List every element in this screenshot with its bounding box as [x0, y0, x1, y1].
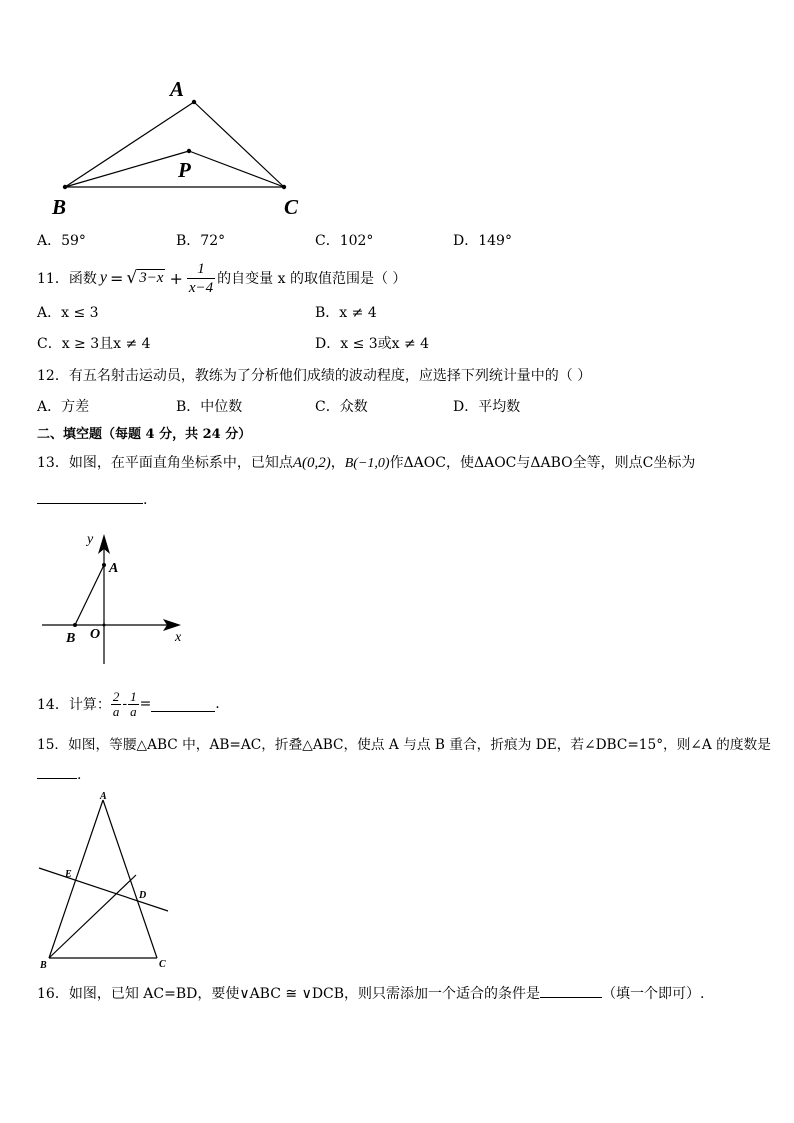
question-16 [37, 983, 705, 1003]
q14-eq: = [139, 696, 152, 712]
q10-option-b: B．72° [176, 233, 226, 249]
q11-suffix: 的自变量 x 的取值范围是（ ） [217, 271, 407, 287]
q15-blank[interactable] [37, 764, 77, 779]
point-label-o: O [90, 627, 101, 642]
q12-option-a: A．方差 [37, 399, 90, 415]
q11-option-d: D．x ≤ 3或x ≠ 4 [315, 336, 430, 352]
point-label-a: A [109, 561, 119, 576]
q13-text-1: 13．如图，在平面直角坐标系中，已知点 [37, 455, 293, 471]
axis-label-x: x [175, 630, 182, 645]
q11-option-c: C．x ≥ 3且x ≠ 4 [37, 336, 151, 352]
triangle-abp-figure [50, 75, 320, 225]
label-B: B [52, 195, 67, 219]
fold-label-b: B [40, 960, 47, 971]
question-12: 12．有五名射击运动员，教练为了分析他们成绩的波动程度，应选择下列统计量中的（ ） [37, 368, 592, 384]
fold-label-a: A [100, 791, 107, 802]
question-14 [37, 686, 220, 722]
label-C: C [284, 195, 299, 219]
q14-minus: - [122, 696, 128, 712]
q15-end: . [77, 767, 82, 783]
fold-label-e: E [65, 869, 72, 880]
q14-fraction-1 [111, 690, 122, 719]
q14-blank[interactable] [151, 697, 215, 712]
q12-option-d: D．平均数 [453, 399, 521, 415]
q12-option-b: B．中位数 [176, 399, 243, 415]
q11-num: 1 [197, 260, 205, 277]
q14-end: . [215, 696, 220, 712]
q13-comma: ， [330, 455, 345, 471]
section-2-title: 二、填空题（每题 4 分，共 24 分） [37, 427, 252, 442]
q13-point-b: B(−1,0) [344, 456, 390, 471]
point-label-b: B [66, 631, 76, 646]
q11-prefix: 11．函数 [37, 271, 97, 287]
q13-blank[interactable] [37, 489, 143, 504]
q11-option-a: A．x ≤ 3 [37, 305, 99, 321]
q14-num-1: 2 [112, 688, 120, 704]
coordinate-figure [35, 528, 195, 668]
q16-end: （填一个即可）. [602, 986, 705, 1002]
question-11 [37, 258, 406, 298]
axis-label-y: y [87, 532, 94, 547]
q11-option-b: B．x ≠ 4 [315, 305, 377, 321]
label-A: A [170, 77, 185, 101]
q10-option-d: D．149° [453, 233, 512, 249]
q14-prefix: 14．计算： [37, 697, 111, 713]
question-13 [37, 452, 695, 472]
q14-den-1: a [112, 703, 120, 719]
q11-sqrt-body: 3−x [139, 270, 164, 286]
q11-fraction [187, 260, 215, 297]
q12-option-c: C．众数 [315, 399, 368, 415]
q11-den: x−4 [188, 279, 214, 296]
q10-option-a: A．59° [37, 233, 86, 249]
q13-end: . [143, 492, 148, 508]
question-15: 15．如图，等腰△ABC 中，AB=AC，折叠△ABC，使点 A 与点 B 重合，折痕为 DE，若∠DBC=15°，则∠A 的度数是 [37, 737, 771, 753]
fold-label-d: D [139, 890, 147, 901]
q14-den-2: a [130, 703, 137, 719]
fold-label-c: C [159, 959, 166, 970]
q15-answer-line [37, 764, 81, 783]
q11-y: y [99, 269, 107, 286]
q13-answer-line [37, 489, 147, 508]
q11-eq: = [109, 268, 124, 288]
label-P: P [178, 158, 191, 182]
sqrt-icon: √ [126, 268, 138, 288]
q13-text-2: 作ΔAOC，使ΔAOC与ΔABO全等，则点C坐标为 [389, 455, 696, 471]
q13-point-a: A(0,2) [292, 455, 331, 471]
q16-blank[interactable] [540, 983, 602, 998]
q11-plus: + [169, 268, 183, 288]
q14-fraction-2 [128, 690, 139, 719]
q14-num-2: 1 [130, 688, 137, 704]
q10-option-c: C．102° [315, 233, 374, 249]
q16-text: 16．如图，已知 AC=BD，要使∨ABC ≅ ∨DCB，则只需添加一个适合的条件是 [37, 986, 541, 1002]
fold-triangle-figure [33, 788, 178, 973]
